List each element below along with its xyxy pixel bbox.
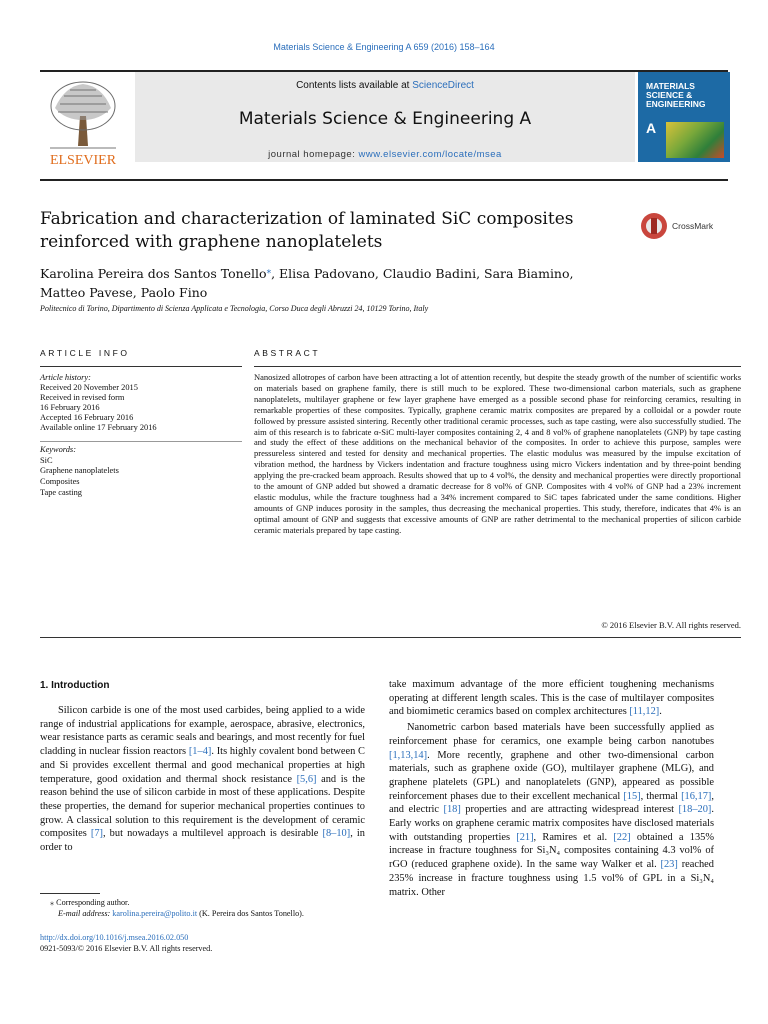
citation-link[interactable]: [15] [623,790,641,802]
sciencedirect-link[interactable]: ScienceDirect [412,80,474,91]
keyword-item: Tape casting [40,487,82,497]
issn-line: 0921-5093/© 2016 Elsevier B.V. All rights reserved. [40,943,213,953]
abstract-text: Nanosized allotropes of carbon have been attracting a lot of attention recently, but despite the steady growth of the number of scientific works on materials based on graphene family, there is still much to be explored. These two-dimensional carbon materials, such as graphene nanoplatelets, multilayer graphene or few layer graphene have emerged as a possible second phase for reinforcing ceramics, resulting in remarkable properties of these composites. Typically, graphene ceramic matrix composites are prepared by a colloidal or a powder route followed by pressure assisted sintering. Recently other traditional ceramic processes, such as tape casting, were also successfully studied. The aim of this research is to fabricate α-SiC multi-layer composites containing 2, 4 and 8 vol% of graphene nanoplatelets (GNP) by tape casting and study the effect of these additions on the mechanical behavior of the composites. In order to achieve this purpose, samples were pressureless sintered and tested for density and mechanical properties. The elastic modulus was measured by the impulse excitation of vibration method, the hardness by Vickers indentation and fracture toughness using micro Vickers indentation and by three-point bending applying the pre-cracked beam approach. Results showed that up to 4 vol%, the density and mechanical properties were directly proportional to the amount of GNP added but showed a dramatic decrease for 8 vol% of GNP. Composites with 4 vol% of GNP had a 23% increment elastic modulus, while the fracture toughness had a 34% increment compared to SiC tapes fabricated under the same conditions. Higher amounts of GNP induces porosity in the samples, thus decreasing the mechanical properties. This study, therefore, indicates that 4% is an optimal amount of GNP and suggests that excessive amounts of GNP are rather detrimental to the mechanical properties of silicon carbide ceramic materials prepared by tape casting. [254,372,741,535]
journal-title: Materials Science & Engineering A [238,109,532,129]
abstract-divider [254,366,741,367]
corresponding-note: ⁎ Corresponding author. [50,898,130,907]
email-label: E-mail address: [58,908,113,918]
keyword-item: Graphene nanoplatelets [40,466,119,476]
paragraph: Silicon carbide is one of the most used carbides, being applied to a wide range of industrial applications for example, aerospace, abrasive, electronics, wear resistance parts as ceramic seals and bearings, and most recently for fuel cladding in nuclear fission reactors [1–4]. Its highly covalent bond between C and Si provides excellent thermal and good mechanical properties at high temperature, good oxidation and thermal shock resistance [5,6] and is the reason behind the use of silicon carbide in most of these applications. Despite these properties, the demand for superior mechanical properties continues to grow. A classical solution to this requirement is the development of ceramic composites [7], but nowadays a multilevel approach is desirable [8–10], in order to [40,705,366,854]
citation-link[interactable]: [18–20] [678,804,712,816]
history-item: Received 20 November 2015 [40,383,138,392]
citation-link[interactable]: [5,6] [296,773,317,785]
article-history [40,373,242,433]
cover-letter: A [646,120,657,136]
footnote [40,898,380,919]
citation-link[interactable]: [1–4] [188,746,212,758]
author-list [40,262,640,302]
journal-reference-link[interactable]: Materials Science & Engineering A 659 (2016) 158–164 [273,42,495,52]
keyword-item: Composites [40,477,80,487]
keyword-item: SiC [40,455,53,465]
history-item: Accepted 16 February 2016 [40,413,134,422]
history-label: Article history: [40,373,91,382]
citation-link[interactable]: [18] [443,804,461,816]
elsevier-wordmark: ELSEVIER [49,153,117,168]
citation-link[interactable]: [22] [613,831,631,843]
journal-homepage [135,149,635,160]
history-item: 16 February 2016 [40,403,100,412]
authors-rest: , Elisa Padovano, Claudio Badini, Sara Biamino, [271,266,574,282]
citation-link[interactable]: [8–10] [322,828,351,840]
section-heading-introduction: 1. Introduction [40,680,110,691]
abstract-bottom-divider [40,637,741,638]
homepage-link[interactable]: www.elsevier.com/locate/msea [358,149,502,160]
author-primary[interactable]: Karolina Pereira dos Santos Tonello [40,266,267,282]
elsevier-logo [40,76,126,168]
crossmark-badge[interactable] [640,212,730,242]
paragraph: take maximum advantage of the more efficient toughening mechanisms operating at different length scales. This is the case of multilayer composites and biomimetic ceramics based on complex architectures [11,12]. [389,679,714,718]
body-column-left [40,704,365,857]
citation-link[interactable]: [23] [660,859,678,871]
citation-link[interactable]: [1,13,14] [389,749,428,761]
authors-line-2: Matteo Pavese, Paolo Fino [40,285,208,301]
citation-link[interactable]: [21] [516,831,534,843]
affiliation: Politecnico di Torino, Dipartimento di Scienza Applicata e Tecnologia, Corso Duca degli Abruzzi 24, 10129 Torino, Italy [40,304,429,313]
citation-link[interactable]: [11,12] [629,706,660,718]
citation-link[interactable]: [7] [90,828,103,840]
keywords-label: Keywords: [40,445,76,454]
email-link[interactable]: karolina.pereira@polito.it [112,908,198,918]
keywords-divider [40,441,242,442]
body-column-right [389,678,714,899]
crossmark-label: CrossMark [672,221,714,231]
history-item: Available online 17 February 2016 [40,423,157,432]
article-info-heading: ARTICLE INFO [40,348,130,358]
homepage-label: journal homepage: [268,149,359,160]
cover-image [666,122,724,158]
email-suffix: (K. Pereira dos Santos Tonello). [197,908,304,918]
crossmark-icon [640,212,668,240]
doi-block [40,933,380,954]
article-info-divider [40,366,242,367]
abstract-heading: ABSTRACT [254,348,321,358]
header-divider [40,179,728,181]
cover-title: MATERIALS SCIENCE & ENGINEERING [646,81,706,109]
history-item: Received in revised form [40,393,125,402]
keywords [40,445,242,499]
journal-cover-thumbnail[interactable] [638,72,730,162]
contents-line [135,80,635,91]
doi-link[interactable]: http://dx.doi.org/10.1016/j.msea.2016.02.050 [40,933,189,942]
abstract-copyright: © 2016 Elsevier B.V. All rights reserved. [601,620,741,630]
footnote-divider [40,893,100,894]
contents-prefix: Contents lists available at [296,80,413,91]
corresponding-author-mark[interactable]: ⁎ [266,266,272,276]
paragraph: Nanometric carbon based materials have been successfully applied as reinforcement phase for ceramics, one example being carbon nanotubes [1,13,14]. More recently, graphene and other two-dimensional carbon materials, such as graphene oxide (GO), multilayer graphene (MLG), and graphene platelets (GPL) and nanoplatelets (GNP), appeared as possible reinforcement phases due to their excellent mechanical [15], thermal [16,17], and electric [18] properties and are attracting widespread interest [18–20]. Early works on graphene ceramic matrix composites have disclosed materials with outstanding properties [21], Ramires et al. [22] obtained a 135% increase in fracture toughness for Si₃N₄ composites containing 4.3 vol% of rGO (reduced graphene oxide). In the same way Walker et al. [23] reached 235% increase in fracture toughness using 1.5 vol% of GPL in a Si₃N₄ matrix. Other [389,722,714,898]
citation-link[interactable]: [16,17] [681,790,712,802]
article-title: Fabrication and characterization of laminated SiC composites reinforced with graphene nanoplatelets [40,209,574,252]
